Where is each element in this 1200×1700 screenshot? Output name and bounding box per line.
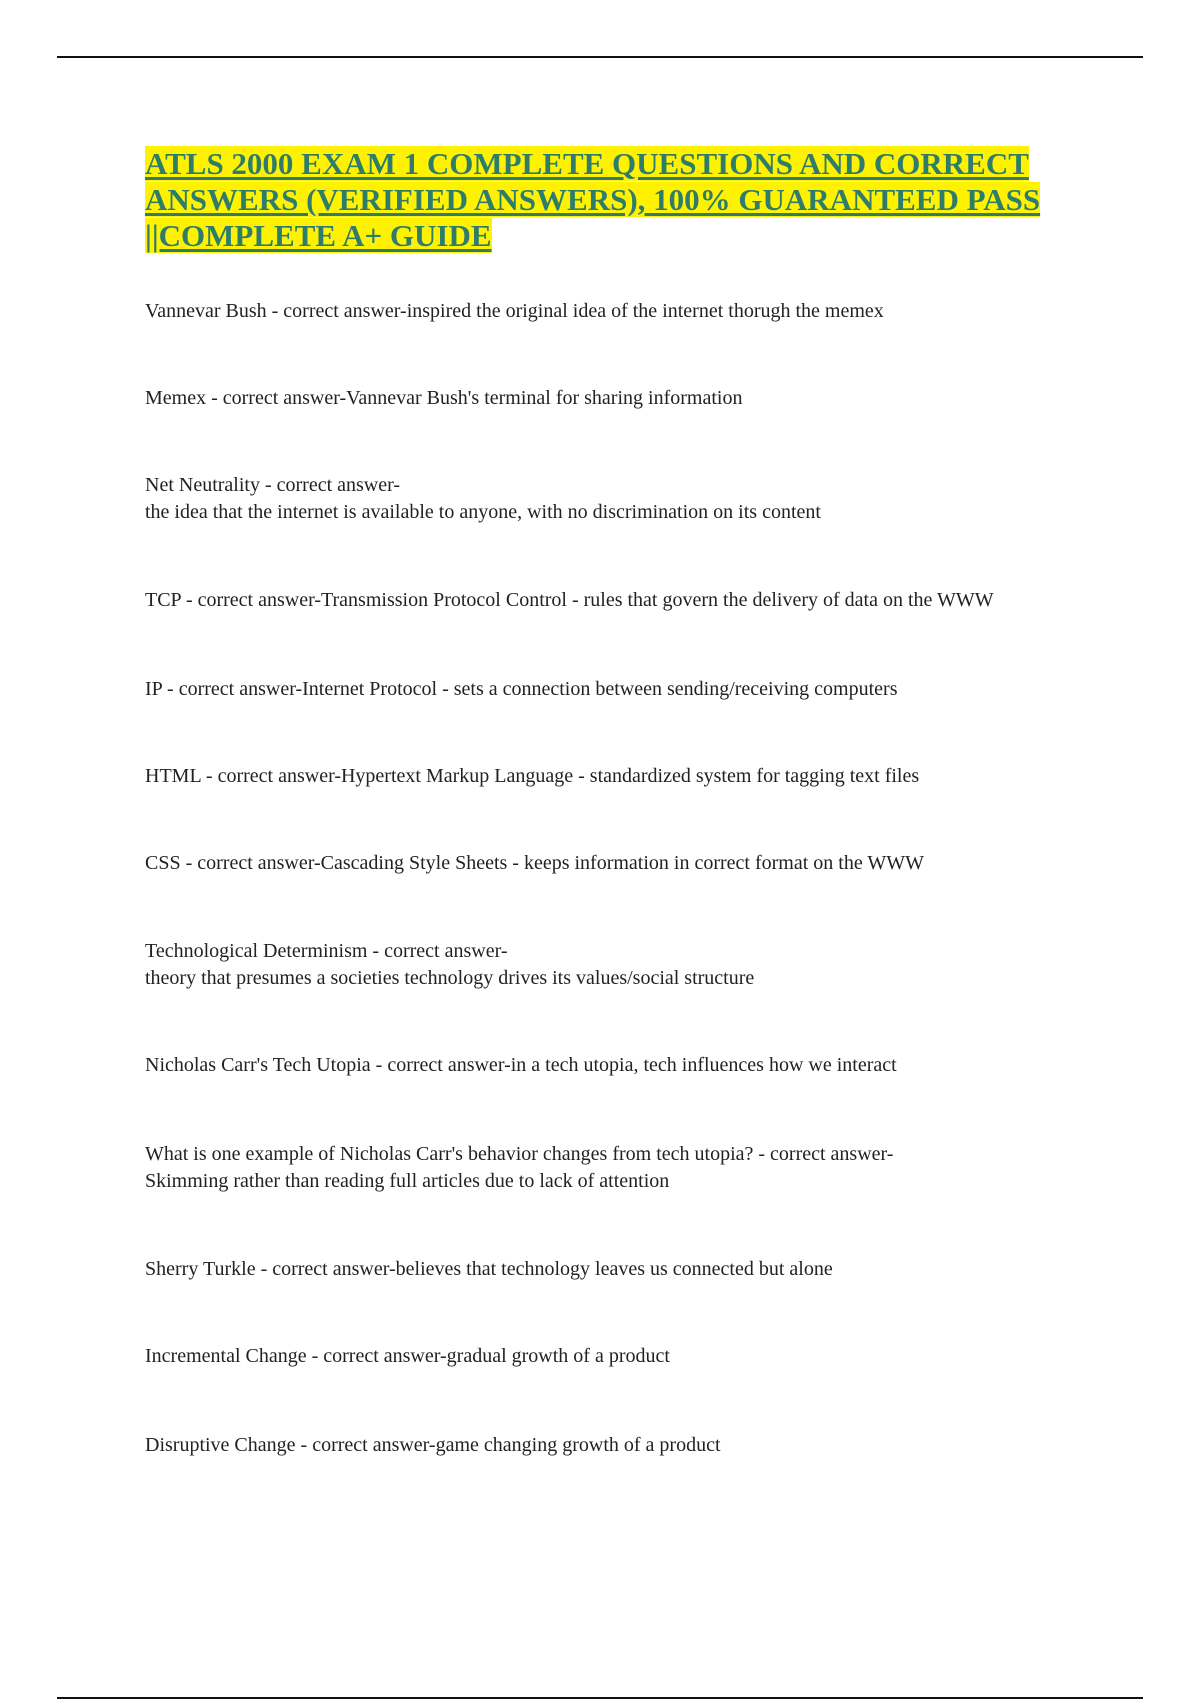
qa-entry-line: CSS - correct answer-Cascading Style Sheets - keeps information in correct format on the WWW — [145, 852, 924, 874]
qa-entry-line: Incremental Change - correct answer-gradual growth of a product — [145, 1345, 670, 1367]
qa-entry-line: IP - correct answer-Internet Protocol - sets a connection between sending/receiving computers — [145, 678, 898, 700]
qa-entry-line: HTML - correct answer-Hypertext Markup Language - standardized system for tagging text files — [145, 765, 920, 787]
qa-entry-line: Nicholas Carr's Tech Utopia - correct answer-in a tech utopia, tech influences how we interact — [145, 1054, 897, 1076]
qa-entry — [145, 938, 1105, 992]
qa-entry-line-continued: the idea that the internet is available to anyone, with no discrimination on its content — [145, 501, 821, 523]
qa-entry-line-continued: theory that presumes a societies technology drives its values/social structure — [145, 967, 755, 989]
qa-entry — [145, 676, 1105, 703]
qa-entry-line: Memex - correct answer-Vannevar Bush's terminal for sharing information — [145, 387, 743, 409]
document-title — [145, 146, 1075, 254]
qa-entry-line: Vannevar Bush - correct answer-inspired the original idea of the internet thorugh the memex — [145, 300, 884, 322]
qa-entry-line: What is one example of Nicholas Carr's behavior changes from tech utopia? - correct answer- — [145, 1143, 894, 1165]
qa-entry — [145, 763, 1105, 790]
qa-entry-line-continued: Skimming rather than reading full articles due to lack of attention — [145, 1170, 670, 1192]
qa-entry — [145, 298, 1105, 325]
qa-entry — [145, 850, 1105, 877]
qa-entry — [145, 385, 1105, 412]
top-divider — [57, 56, 1143, 58]
bottom-divider — [57, 1697, 1143, 1699]
qa-entry — [145, 472, 1105, 526]
qa-entry — [145, 587, 1105, 614]
qa-entry-line: Sherry Turkle - correct answer-believes that technology leaves us connected but alone — [145, 1258, 833, 1280]
qa-entry — [145, 1256, 1105, 1283]
qa-entry-line: TCP - correct answer-Transmission Protocol Control - rules that govern the delivery of data on the WWW — [145, 589, 994, 611]
title-highlight: ATLS 2000 EXAM 1 COMPLETE QUESTIONS AND CORRECT ANSWERS (VERIFIED ANSWERS), 100% GUARANTEED PASS ||COMPLETE A+ GUIDE — [145, 146, 1041, 253]
qa-entry — [145, 1052, 1105, 1079]
qa-entry — [145, 1141, 1105, 1195]
qa-entry — [145, 1343, 1105, 1370]
qa-entry-line: Disruptive Change - correct answer-game changing growth of a product — [145, 1434, 721, 1456]
qa-entry — [145, 1432, 1105, 1459]
qa-entry-line: Technological Determinism - correct answer- — [145, 940, 508, 962]
qa-entry-line: Net Neutrality - correct answer- — [145, 474, 401, 496]
